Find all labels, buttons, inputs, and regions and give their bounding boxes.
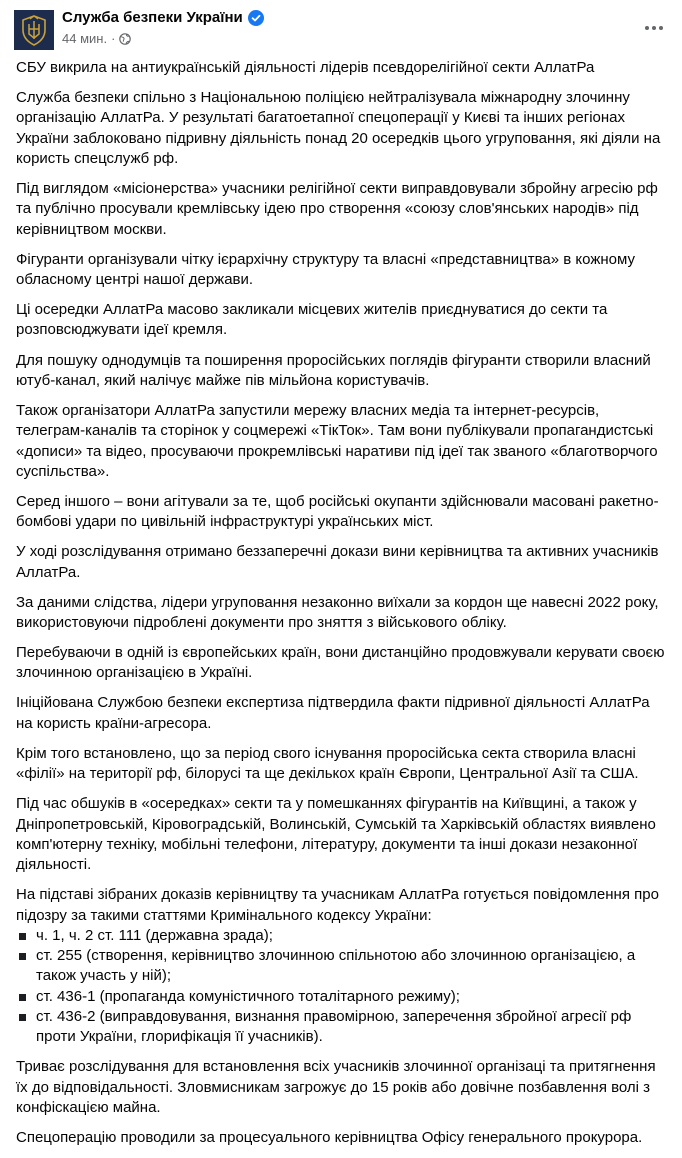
list-item [16, 987, 668, 1007]
post-timestamp[interactable]: 44 мин. [62, 31, 108, 46]
list-item-text: ст. 436-1 (пропаганда комуністичного тоталітарного режиму); [36, 987, 460, 1005]
post-body [16, 58, 668, 1158]
post-paragraph: Для пошуку однодумців та поширення проросійських поглядів фігуранти створили власний ютуб-канал, який налічує майже пів мільйона користувачів. [16, 351, 651, 389]
sbu-emblem-icon [14, 10, 54, 50]
post-header [0, 0, 682, 56]
post-paragraph: Спецоперацію проводили за процесуального керівництва Офісу генерального прокурора. [16, 1129, 643, 1147]
more-options-icon [645, 26, 649, 30]
post-paragraph: Крім того встановлено, що за період свого існування проросійська секта створила власні «філії» на території рф, білорусі та ще декількох країн Європи, Центральної Азії та США. [16, 744, 639, 783]
verified-badge-icon [248, 10, 264, 26]
bullet-square-icon [19, 994, 26, 1001]
list-item-text: ч. 1, ч. 2 ст. 111 (державна зрада); [36, 926, 273, 944]
post-paragraph: Перебуваючи в одній із європейських країн, вони дистанційно продовжували керувати своєю злочинною організацією в Україні. [16, 644, 665, 682]
post-paragraph: Під час обшуків в «осередках» секти та у помешканнях фігурантів на Київщині, а також у Дніпропетровській, Кіровоградській, Волинській, Сумській та Харківській областях виявлено комп'ютерну техніку, мобільні телефони, літературу, документи та інші докази незаконної діяльності. [16, 795, 656, 874]
post-paragraph: Також організатори АллатРа запустили мережу власних медіа та інтернет-ресурсів, телеграм-каналів та сторінок у соцмережі «ТікТок». Там вони публікували пропагандистські «дописи» та відео, просуваючи прокремлівські наративи під ідеї так званого «благотворчого суспільства». [16, 401, 658, 480]
post-paragraph: Серед іншого – вони агітували за те, щоб російські окупанти здійснювали масовані ракетно-бомбові удари по цивільній інфраструктурі українських міст. [16, 492, 659, 531]
list-item [16, 946, 668, 987]
avatar[interactable] [14, 10, 54, 50]
bullet-square-icon [19, 953, 26, 960]
post-paragraph: Фігуранти організували чітку ієрархічну структуру та власні «представництва» в кожному обласному центрі нашої держави. [16, 250, 635, 289]
meta-separator: · [111, 31, 116, 46]
list-item [16, 1007, 668, 1048]
post-meta [62, 31, 131, 46]
list-item-text: ст. 255 (створення, керівництво злочинною спільнотою або злочинною організацією, а також участь у ній); [36, 947, 636, 985]
post-paragraph: Триває розслідування для встановлення всіх учасників злочинної організаці та притягнення їх до відповідальності. Зловмисникам загрожує до 15 років або довічне позбавлення волі з конфіскацією майна. [16, 1058, 656, 1117]
post-paragraph: На підставі зібраних доказів керівництву та учасникам АллатРа готується повідомлення про підозру за такими статтями Кримінального кодексу України: [16, 886, 659, 924]
article-list [16, 926, 668, 1048]
page-name[interactable]: Служба безпеки України [62, 9, 243, 26]
list-item-text: ст. 436-2 (виправдовування, визнання правомірною, заперечення збройної агресії рф проти України, глорифікація її учасників). [36, 1008, 632, 1046]
post-paragraph: У ході розслідування отримано беззаперечні докази вини керівництва та активних учасників АллатРа. [16, 543, 659, 581]
post-paragraph: Ініційована Службою безпеки експертиза підтвердила факти підривної діяльності АллатРа на користь країни-агресора. [16, 694, 650, 732]
post-title: СБУ викрила на антиукраїнській діяльності лідерів псевдорелігійної секти АллатРа [16, 59, 595, 76]
bullet-square-icon [19, 1014, 26, 1021]
post-paragraph: Служба безпеки спільно з Національною поліцією нейтралізувала міжнародну злочинну організацію АллатРа. У результаті багатоетапної спецоперації у Києві та інших регіонах України заблоковано підривну діяльність понад 20 осередків цього угруповання, які діяли на користь спецслужб рф. [16, 89, 661, 167]
bullet-square-icon [19, 933, 26, 940]
post-paragraph: За даними слідства, лідери угруповання незаконно виїхали за кордон ще навесні 2022 року, використовуючи підроблені документи про зняття з військового обліку. [16, 593, 659, 631]
page-name-link[interactable] [62, 9, 264, 26]
post-paragraph: Під виглядом «місіонерства» учасники релігійної секти виправдовували збройну агресію рф та публічно просували кремлівську ідею про створення «союзу слов'янських народів» під керівництвом москви. [16, 180, 658, 238]
list-item [16, 926, 668, 946]
post-paragraph: Ці осередки АллатРа масово закликали місцевих жителів приєднуватися до секти та розповсюджувати ідеї кремля. [16, 301, 608, 339]
more-options-button[interactable] [640, 14, 668, 42]
globe-icon[interactable] [119, 33, 131, 45]
